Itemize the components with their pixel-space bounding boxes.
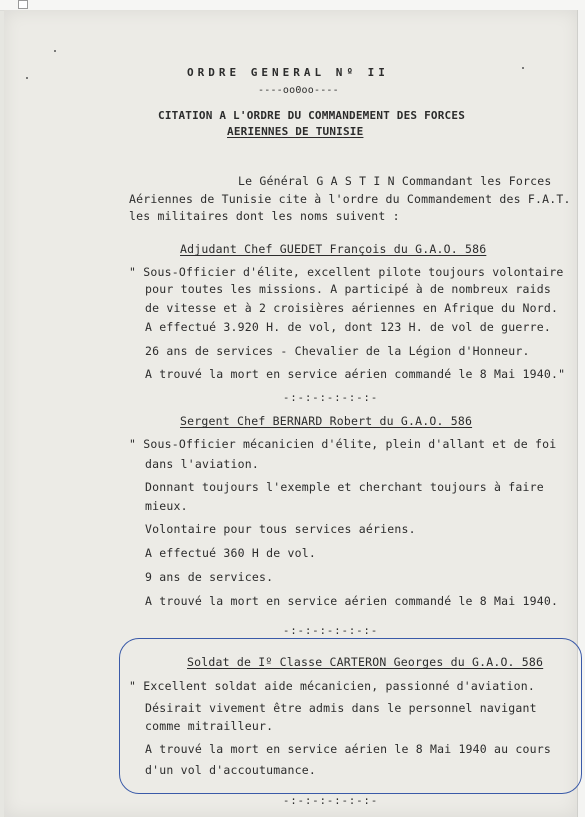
- citation-3-line: d'un vol d'accoutumance.: [145, 763, 316, 777]
- separator: -:-:-:-:-:-:-: [283, 625, 379, 637]
- citation-3-line: A trouvé la mort en service aérien le 8 Mai 1940 au cours: [145, 742, 552, 756]
- citation-1-line: pour toutes les missions. A participé à de nombreux raids: [145, 282, 552, 296]
- citation-2-line: Donnant toujours l'exemple et cherchant toujours à faire: [145, 480, 544, 494]
- citation-2-line: dans l'aviation.: [145, 457, 259, 471]
- citation-2-line: 9 ans de services.: [145, 570, 274, 584]
- citation-1-line: A trouvé la mort en service aérien commandé le 8 Mai 1940.": [145, 367, 566, 381]
- citation-2-line: mieux.: [145, 499, 188, 513]
- citation-1-line: 26 ans de services - Chevalier de la Légion d'Honneur.: [145, 344, 530, 358]
- citation-heading-line2: AERIENNES DE TUNISIE: [227, 125, 364, 138]
- intro-line-1: Le Général G A S T I N Commandant les Forces: [238, 174, 552, 188]
- separator: -:-:-:-:-:-:-: [283, 392, 379, 404]
- citation-2-name: Sergent Chef BERNARD Robert du G.A.O. 586: [180, 414, 473, 428]
- scan-speck: [26, 77, 28, 79]
- intro-line-2: Aériennes de Tunisie cite à l'ordre du Commandement des F.A.T.: [129, 192, 571, 206]
- citation-2-line: Volontaire pour tous services aériens.: [145, 522, 416, 536]
- citation-heading-line1: CITATION A L'ORDRE DU COMMANDEMENT DES FORCES: [158, 109, 466, 122]
- citation-3-name: Soldat de Iº Classe CARTERON Georges du G.A.O. 586: [187, 655, 544, 669]
- separator: -:-:-:-:-:-:-: [283, 795, 379, 807]
- title-ornament: ----oo0oo----: [258, 85, 339, 96]
- citation-1-name: Adjudant Chef GUEDET François du G.A.O. 586: [180, 242, 487, 256]
- citation-1-line: A effectué 3.920 H. de vol, dont 123 H. de vol de guerre.: [145, 320, 552, 334]
- citation-1-line: " Sous-Officier d'élite, excellent pilote toujours volontaire: [129, 265, 564, 279]
- citation-3-line: Désirait vivement être admis dans le personnel navigant: [145, 701, 537, 715]
- citation-3-line: " Excellent soldat aide mécanicien, passionné d'aviation.: [129, 679, 536, 693]
- citation-3-line: comme mitrailleur.: [145, 719, 274, 733]
- citation-2-line: " Sous-Officier mécanicien d'élite, plein d'allant et de foi: [129, 437, 557, 451]
- citation-2-line: A trouvé la mort en service aérien commandé le 8 Mai 1940.: [145, 594, 559, 608]
- scan-corner-mark: [18, 0, 28, 9]
- order-title: ORDRE GENERAL Nº II: [187, 66, 389, 79]
- intro-line-3: les militaires dont les noms suivent :: [129, 209, 400, 223]
- scan-speck: [54, 50, 56, 52]
- scan-speck: [522, 67, 524, 69]
- citation-2-line: A effectué 360 H de vol.: [145, 546, 316, 560]
- citation-1-line: de vitesse et à 2 croisières aériennes en Afrique du Nord.: [145, 301, 559, 315]
